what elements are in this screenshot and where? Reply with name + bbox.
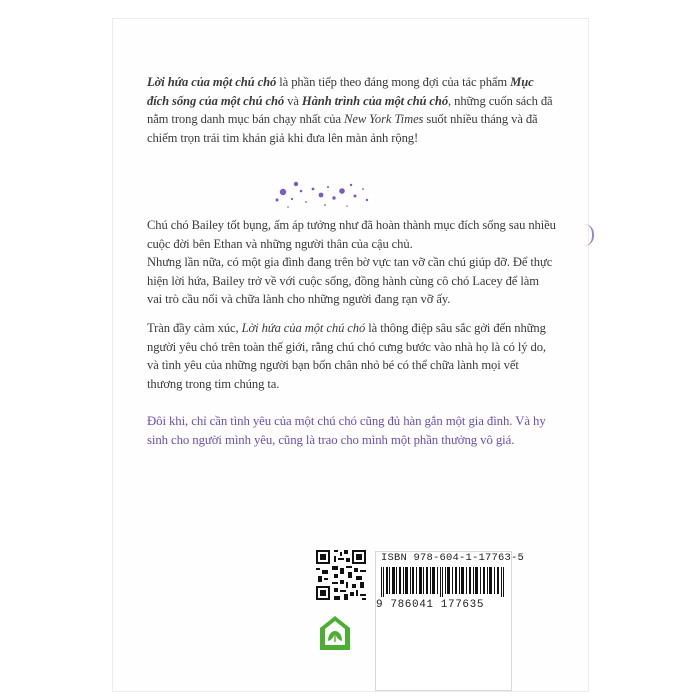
book-back-cover bbox=[113, 19, 588, 691]
publisher-logo-icon bbox=[318, 614, 352, 652]
barcode-digits: 9 786041 177635 bbox=[376, 599, 485, 611]
intro-paragraph: Lời hứa của một chú chó là phần tiếp theo đáng mong đợi của tác phẩm Mục đích sống của một chú chó và Hành trình của một chú chó, những cuốn sách đã nằm trong danh mục bán chạy nhất của New York Times suốt nhiều tháng và đã chiếm trọn trái tim khán giả khi đưa lên màn ảnh rộng! bbox=[147, 75, 553, 145]
paragraph-bailey: Chú chó Bailey tốt bụng, ấm áp tưởng như đã hoàn thành mục đích sống sau nhiều cuộc đời bên Ethan và những người thân của cậu chủ. bbox=[147, 218, 556, 251]
spine-accent bbox=[584, 224, 594, 246]
barcode-icon bbox=[379, 567, 507, 597]
book-title-inline: Lời hứa của một chú chó bbox=[241, 321, 366, 335]
isbn-number: ISBN 978-604-1-17763-5 bbox=[381, 552, 525, 564]
book-title-2: Mục đích sống của một chú chó bbox=[147, 75, 534, 108]
nyt-name: New York Times bbox=[344, 112, 424, 127]
paragraph-promise: Nhưng lần nữa, có một gia đình đang trên bờ vực tan vỡ cần chú giúp đỡ. Để thực hiện lời hứa, Bailey trở về với cuộc sống, đồng hành cùng cô chó Lacey để làm vai trò cầu nối và chữa lành cho những người đang rạn vỡ ấy. bbox=[147, 255, 553, 307]
tagline-paragraph: Đôi khi, chỉ cần tình yêu của một chú chó cũng đủ hàn gắn một gia đình. Và hy sinh cho người mình yêu, cũng là trao cho mình một phần thưởng vô giá. bbox=[147, 414, 546, 447]
ink-splash-icon bbox=[263, 169, 378, 214]
book-title-3: Hành trình của một chú chó bbox=[301, 93, 449, 108]
qr-code-icon bbox=[316, 550, 366, 600]
paragraph-message: Tràn đầy cảm xúc, Lời hứa của một chú chó là thông điệp sâu sắc gởi đến những người yêu chó trên toàn thế giới, rằng chú chó cưng bước vào nhà họ là có lý do, và tình yêu của những người bạn bốn chân nhỏ bé có thể chữa lành mọi vết thương trong tim chúng ta. bbox=[147, 321, 546, 391]
book-title-1: Lời hứa của một chú chó bbox=[147, 75, 277, 89]
